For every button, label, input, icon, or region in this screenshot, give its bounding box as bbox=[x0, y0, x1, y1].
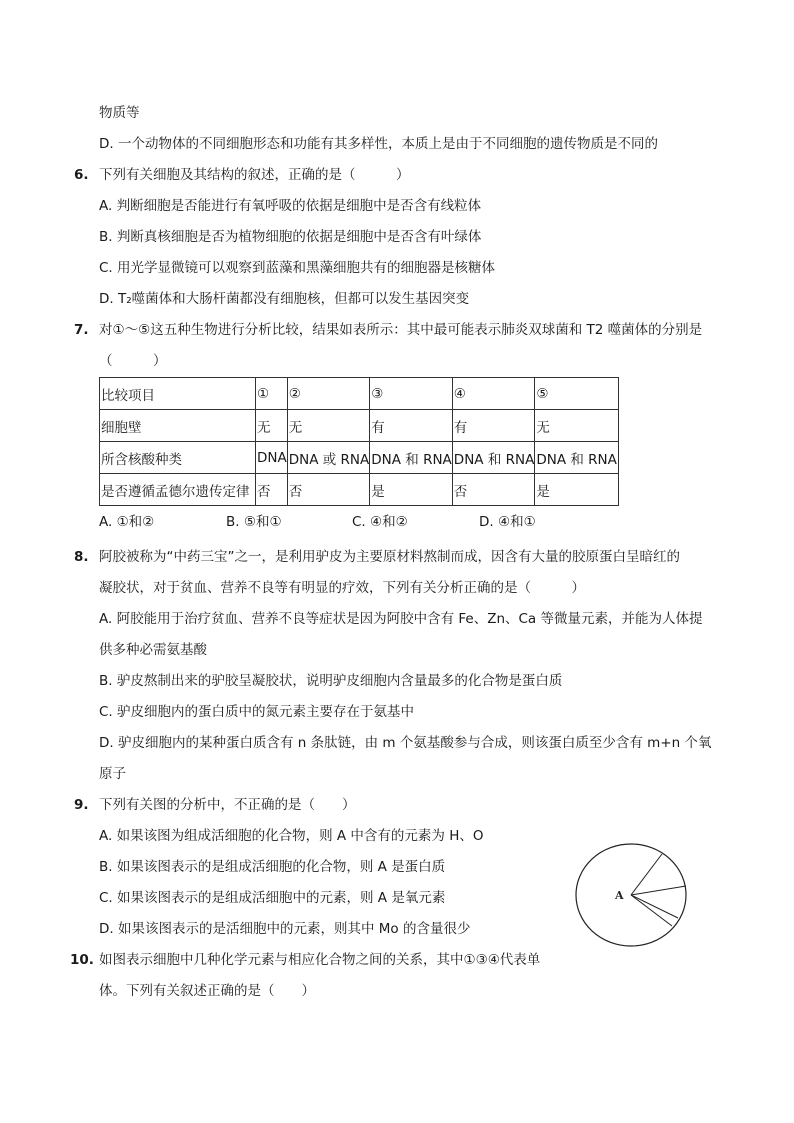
table-header-cell: ⑤ bbox=[535, 378, 619, 410]
question-9-option-a: A. 如果该图为组成活细胞的化合物，则 A 中含有的元素为 H、O bbox=[99, 828, 484, 844]
table-header-cell: 比较项目 bbox=[100, 378, 256, 410]
question-7-option-d: D. ④和① bbox=[479, 514, 536, 530]
table-cell: 无 bbox=[287, 410, 370, 442]
pie-sector-line bbox=[631, 854, 662, 895]
table-cell: 是 bbox=[535, 474, 619, 506]
question-10-stem-cont: 体。下列有关叙述正确的是（ ） bbox=[99, 983, 315, 999]
table-cell: 有 bbox=[370, 410, 453, 442]
question-8-option-c: C. 驴皮细胞内的蛋白质中的氮元素主要存在于氨基中 bbox=[99, 704, 415, 720]
question-9-option-b: B. 如果该图表示的是组成活细胞的化合物，则 A 是蛋白质 bbox=[99, 859, 446, 875]
question-9-stem: 下列有关图的分析中，不正确的是（ ） bbox=[99, 797, 356, 813]
question-7-stem: 对①～⑤这五种生物进行分析比较，结果如表所示：其中最可能表示肺炎双球菌和 T2 噬菌体的分别是 bbox=[99, 322, 703, 338]
table-header-cell: ① bbox=[256, 378, 288, 410]
question-6-option-c: C. 用光学显微镜可以观察到蓝藻和黑藻细胞共有的细胞器是核糖体 bbox=[99, 260, 496, 276]
question-8-option-d: D. 驴皮细胞内的某种蛋白质含有 n 条肽链，由 m 个氨基酸参与合成，则该蛋白质至少含有 m+n 个氧 bbox=[99, 735, 712, 751]
table-cell: DNA 和 RNA bbox=[452, 442, 535, 474]
question-8-option-a: A. 阿胶能用于治疗贫血、营养不良等症状是因为阿胶中含有 Fe、Zn、Ca 等微量元素，并能为人体提 bbox=[99, 611, 703, 627]
question-7-number: 7. bbox=[74, 322, 89, 338]
table-header-row bbox=[100, 378, 619, 410]
table-cell: 是否遵循孟德尔遗传定律 bbox=[100, 474, 256, 506]
table-cell: DNA 和 RNA bbox=[370, 442, 453, 474]
table-row bbox=[100, 442, 619, 474]
question-8-option-a-cont: 供多种必需氨基酸 bbox=[99, 642, 207, 658]
question-8-option-b: B. 驴皮熬制出来的驴胶呈凝胶状，说明驴皮细胞内含量最多的化合物是蛋白质 bbox=[99, 673, 563, 689]
pie-diagram bbox=[574, 842, 690, 948]
table-cell: 是 bbox=[370, 474, 453, 506]
table-cell: DNA 和 RNA bbox=[535, 442, 619, 474]
table-cell: 所含核酸种类 bbox=[100, 442, 256, 474]
table-cell: 无 bbox=[256, 410, 288, 442]
question-8-stem: 阿胶被称为“中药三宝”之一，是利用驴皮为主要原材料熬制而成，因含有大量的胶原蛋白呈暗红的 bbox=[99, 549, 680, 565]
comparison-table bbox=[99, 377, 619, 506]
question-7-option-c: C. ④和② bbox=[352, 514, 408, 530]
question-9-option-d: D. 如果该图表示的是活细胞中的元素，则其中 Mo 的含量很少 bbox=[99, 921, 471, 937]
table-row bbox=[100, 410, 619, 442]
question-6-option-d: D. T₂噬菌体和大肠杆菌都没有细胞核，但都可以发生基因突变 bbox=[99, 291, 470, 307]
table-header-cell: ④ bbox=[452, 378, 535, 410]
table-cell: 无 bbox=[535, 410, 619, 442]
question-7-option-a: A. ①和② bbox=[99, 514, 155, 530]
question-7-stem-cont: （ ） bbox=[99, 353, 167, 369]
question-6-option-a: A. 判断细胞是否能进行有氧呼吸的依据是细胞中是否含有线粒体 bbox=[99, 198, 482, 214]
question-6-number: 6. bbox=[74, 167, 89, 183]
question-8-option-d-cont: 原子 bbox=[99, 766, 126, 782]
table-cell: DNA 或 RNA bbox=[287, 442, 370, 474]
table-header-cell: ③ bbox=[370, 378, 453, 410]
table-row bbox=[100, 474, 619, 506]
question-8-number: 8. bbox=[74, 549, 89, 565]
question-5-option-d: D. 一个动物体的不同细胞形态和功能有其多样性，本质上是由于不同细胞的遗传物质是不同的 bbox=[99, 136, 658, 152]
question-9-number: 9. bbox=[74, 797, 89, 813]
pie-sector-line bbox=[631, 895, 678, 918]
question-9-option-c: C. 如果该图表示的是组成活细胞中的元素，则 A 是氧元素 bbox=[99, 890, 446, 906]
question-10-number: 10. bbox=[70, 952, 94, 968]
table-cell: 否 bbox=[287, 474, 370, 506]
question-8-stem-cont: 凝胶状，对于贫血、营养不良等有明显的疗效，下列有关分析正确的是（ ） bbox=[99, 580, 585, 596]
question-6-option-b: B. 判断真核细胞是否为植物细胞的依据是细胞中是否含有叶绿体 bbox=[99, 229, 482, 245]
table-header-cell: ② bbox=[287, 378, 370, 410]
question-5-tail: 物质等 bbox=[99, 105, 140, 121]
question-7-option-b: B. ⑤和① bbox=[226, 514, 282, 530]
pie-sector-line bbox=[631, 886, 686, 895]
table-cell: 有 bbox=[452, 410, 535, 442]
pie-label-a: A bbox=[615, 889, 624, 902]
table-cell: 细胞壁 bbox=[100, 410, 256, 442]
table-cell: 否 bbox=[452, 474, 535, 506]
table-cell: 否 bbox=[256, 474, 288, 506]
pie-sector-line bbox=[631, 895, 672, 926]
question-10-stem: 如图表示细胞中几种化学元素与相应化合物之间的关系，其中①③④代表单 bbox=[99, 952, 541, 968]
table-cell: DNA bbox=[256, 442, 288, 474]
question-6-stem: 下列有关细胞及其结构的叙述，正确的是（ ） bbox=[99, 167, 410, 183]
